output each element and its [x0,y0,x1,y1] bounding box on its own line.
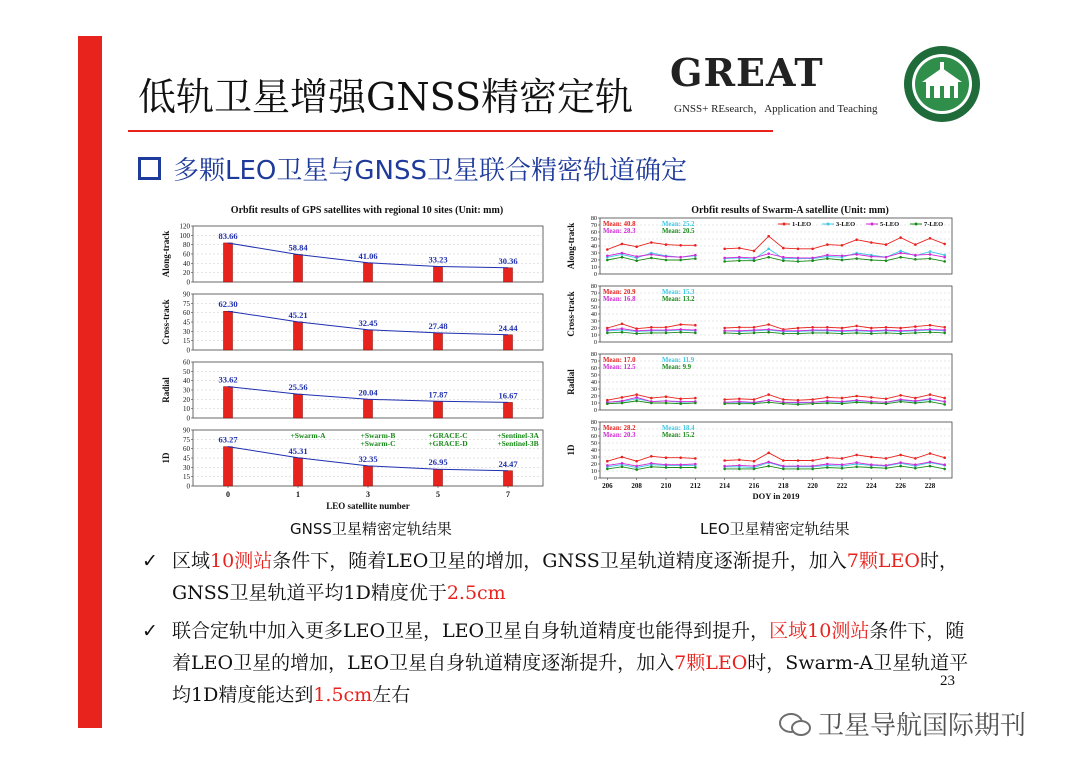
check-icon: ✓ [142,620,158,642]
square-bullet-icon [138,157,161,180]
y-tick-label: 30 [183,386,190,395]
bullet-run: 联合定轨中加入更多LEO卫星，LEO卫星自身轨道精度也能得到提升， [172,620,770,642]
y-axis-label: Along-track [161,230,171,278]
highlight-text: 2.5cm [446,582,506,604]
slide-title: 低轨卫星增强GNSS精密定轨 [138,75,634,119]
y-tick-label: 70 [590,358,597,366]
bullet-run: 左右 [372,684,411,706]
x-tick-label: 208 [631,482,642,490]
y-tick-label: 60 [183,358,190,367]
x-tick-label: 216 [748,482,760,490]
mean-label: Mean: 9.9 [662,364,692,371]
legend-label: 1-LEO [792,221,812,229]
y-tick-label: 70 [590,426,597,434]
y-tick-label: 70 [590,222,597,230]
y-tick-label: 30 [183,463,190,472]
subtitle-text: 多颗LEO卫星与GNSS卫星联合精密轨道确定 [173,156,687,186]
y-axis-label: Radial [161,377,171,403]
x-tick-label: 1 [296,490,300,499]
mean-label: Mean: 15.2 [662,432,695,439]
x-tick-label: 228 [924,482,936,490]
y-tick-label: 100 [179,231,190,240]
watermark-text: 卫星导航国际期刊 [818,711,1027,741]
y-tick-label: 50 [590,372,597,380]
bullet-2 [142,615,972,711]
x-tick-label: 220 [807,482,818,490]
bar [294,322,303,350]
x-tick-label: 212 [690,482,701,490]
y-tick-label: 50 [590,440,597,448]
x-tick-label: 210 [660,482,672,490]
highlight-text: 7颗LEO [846,550,920,572]
data-label: 32.35 [358,453,378,464]
bar [294,394,303,418]
data-label: 27.48 [428,320,448,331]
bar [224,311,233,350]
great-logo: GREAT [670,50,824,95]
y-tick-label: 40 [590,243,597,251]
data-label: 20.04 [358,387,378,398]
bar [224,243,233,282]
check-icon: ✓ [142,550,158,572]
x-tick-label: 0 [226,490,230,499]
bullet-run: 时，GNSS卫星轨道平均1D精度优于 [172,550,958,604]
mean-label: Mean: 20.9 [603,289,636,296]
accent-bar [78,36,102,728]
great-tagline: GNSS+ REsearch，Application and Teaching [674,103,878,115]
x-tick-label: 3 [366,490,370,499]
y-tick-label: 120 [179,222,190,231]
y-tick-label: 40 [590,447,597,455]
y-tick-label: 20 [590,393,597,401]
mean-label: Mean: 17.0 [603,357,636,364]
y-tick-label: 40 [590,379,597,387]
bar [364,466,373,486]
highlight-text: 10测站 [210,550,273,572]
y-tick-label: 80 [590,419,597,427]
y-tick-label: 60 [590,365,597,373]
y-axis-label: Cross-track [566,291,576,337]
y-tick-label: 30 [590,318,597,326]
y-tick-label: 45 [183,318,190,327]
data-label: 32.45 [358,317,378,328]
y-tick-label: 60 [590,433,597,441]
data-label: 16.67 [498,390,518,401]
chart-title: Orbfit results of GPS satellites with regional 10 sites (Unit: mm) [230,205,504,216]
caption-left: GNSS卫星精密定轨结果 [290,520,452,538]
x-tick-label: 214 [719,482,730,490]
y-tick-label: 0 [593,271,597,279]
y-tick-label: 40 [183,259,190,268]
y-tick-label: 70 [590,290,597,298]
y-tick-label: 10 [590,468,597,476]
highlight-text: 7颗LEO [674,652,748,674]
y-tick-label: 30 [183,327,190,336]
bar [434,333,443,350]
subtitle [138,150,687,187]
bar [504,471,513,486]
mean-label: Mean: 25.2 [662,221,695,228]
highlight-text: 1.5cm [313,684,373,706]
bar [434,401,443,418]
y-tick-label: 75 [183,435,190,444]
university-seal-icon [902,44,982,124]
y-tick-label: 10 [590,264,597,272]
x-tick-label: 224 [866,482,877,490]
legend-label: 5-LEO [880,221,900,229]
wechat-icon [778,712,812,738]
y-tick-label: 50 [183,367,190,376]
y-tick-label: 10 [590,332,597,340]
data-label: 26.95 [428,457,448,468]
y-axis-label: 1D [161,452,171,464]
bar [504,402,513,418]
page-number: 23 [940,673,955,689]
legend-marker [827,223,830,226]
data-label: 45.21 [288,309,308,320]
y-tick-label: 60 [183,445,190,454]
y-tick-label: 0 [186,414,190,423]
mean-label: Mean: 28.2 [603,425,636,432]
data-label: 33.62 [218,374,238,385]
mean-label: Mean: 13.2 [662,296,695,303]
y-tick-label: 45 [183,454,190,463]
bar [504,335,513,350]
mean-label: Mean: 11.9 [662,357,695,364]
caption-right: LEO卫星精密定轨结果 [700,520,850,538]
legend-marker [783,223,786,226]
y-tick-label: 20 [183,395,190,404]
y-tick-label: 40 [590,311,597,319]
title-rule [128,130,773,132]
annotation-label: +Swarm-B [360,431,396,440]
bullet-run: 条件下，随着LEO卫星的增加，LEO卫星自身轨道精度逐渐提升，加入 [172,620,965,674]
y-tick-label: 50 [590,236,597,244]
highlight-text: 区域10测站 [769,620,870,642]
bar [224,447,233,486]
data-label: 33.23 [428,254,448,265]
y-tick-label: 50 [590,304,597,312]
y-tick-label: 20 [590,257,597,265]
mean-label: Mean: 16.8 [603,296,636,303]
y-tick-label: 60 [183,250,190,259]
annotation-label: +Sentinel-3B [497,439,539,448]
y-tick-label: 90 [183,290,190,299]
y-tick-label: 80 [590,215,597,223]
y-tick-label: 0 [186,482,190,491]
y-tick-label: 0 [593,475,597,483]
annotation-label: +Swarm-A [290,431,326,440]
y-axis-label: Cross-track [161,299,171,345]
legend-marker [871,223,874,226]
data-label: 17.87 [428,389,448,400]
y-tick-label: 80 [590,283,597,291]
bar [434,469,443,486]
x-tick-label: 218 [778,482,789,490]
annotation-label: +GRACE-C [428,431,468,440]
data-label: 63.27 [218,434,238,445]
y-tick-label: 60 [590,297,597,305]
bar [504,268,513,282]
y-tick-label: 80 [590,351,597,359]
y-tick-label: 30 [590,386,597,394]
data-label: 58.84 [288,242,308,253]
bar [364,399,373,418]
bullet-text [142,615,972,711]
mean-label: Mean: 28.3 [603,228,636,235]
y-tick-label: 20 [183,269,190,278]
bullet-run: 区域 [172,550,211,572]
gps-orbit-bar-chart [155,196,550,516]
y-tick-label: 60 [183,309,190,318]
x-tick-label: 222 [836,482,848,490]
bullet-run: 条件下，随着LEO卫星的增加，GNSS卫星轨道精度逐渐提升，加入 [272,550,847,572]
x-axis-label: LEO satellite number [326,501,410,511]
annotation-label: +Sentinel-3A [497,431,539,440]
y-tick-label: 10 [183,405,190,414]
data-label: 24.47 [498,458,518,469]
mean-label: Mean: 20.3 [603,432,636,439]
legend-marker [915,223,918,226]
bar [364,263,373,282]
x-tick-label: 7 [506,490,510,499]
y-axis-label: Radial [566,369,576,395]
y-tick-label: 0 [186,278,190,287]
y-tick-label: 20 [590,325,597,333]
mean-label: Mean: 20.5 [662,228,695,235]
y-tick-label: 20 [590,461,597,469]
x-tick-label: 5 [436,490,440,499]
y-tick-label: 60 [590,229,597,237]
data-label: 83.66 [218,230,238,241]
y-axis-label: 1D [566,444,576,456]
y-tick-label: 30 [590,454,597,462]
mean-label: Mean: 12.5 [603,364,636,371]
annotation-label: +Swarm-C [360,439,396,448]
bar [224,387,233,418]
bar [294,255,303,282]
y-tick-label: 90 [183,426,190,435]
y-tick-label: 80 [183,241,190,250]
watermark [778,705,1026,742]
bullet-text [142,545,972,609]
swarm-orbit-line-chart [560,196,960,516]
y-axis-label: Along-track [566,222,576,270]
y-tick-label: 10 [590,400,597,408]
bar [434,266,443,282]
x-tick-label: 226 [895,482,906,490]
mean-label: Mean: 18.4 [662,425,695,432]
data-label: 41.06 [358,250,378,261]
bar [364,330,373,350]
y-tick-label: 0 [593,339,597,347]
y-tick-label: 0 [593,407,597,415]
annotation-label: +GRACE-D [428,439,468,448]
mean-label: Mean: 15.3 [662,289,695,296]
mean-label: Mean: 40.8 [603,221,636,228]
bullet-run: 时，Swarm-A卫星轨道平均1D精度能达到 [172,652,969,706]
y-tick-label: 15 [183,473,190,482]
y-tick-label: 40 [183,377,190,386]
data-label: 24.44 [498,322,518,333]
data-label: 45.31 [288,445,308,456]
y-tick-label: 75 [183,299,190,308]
x-axis-label: DOY in 2019 [752,491,800,501]
x-tick-label: 206 [602,482,613,490]
bar [294,458,303,486]
chart-title: Orbfit results of Swarm-A satellite (Unit: mm) [691,205,889,216]
data-label: 25.56 [288,382,308,393]
y-tick-label: 0 [186,346,190,355]
data-label: 62.30 [218,299,238,310]
legend-label: 7-LEO [924,221,944,229]
bullet-1 [142,545,972,609]
y-tick-label: 15 [183,337,190,346]
data-label: 30.36 [498,255,518,266]
legend-label: 3-LEO [836,221,856,229]
y-tick-label: 30 [590,250,597,258]
